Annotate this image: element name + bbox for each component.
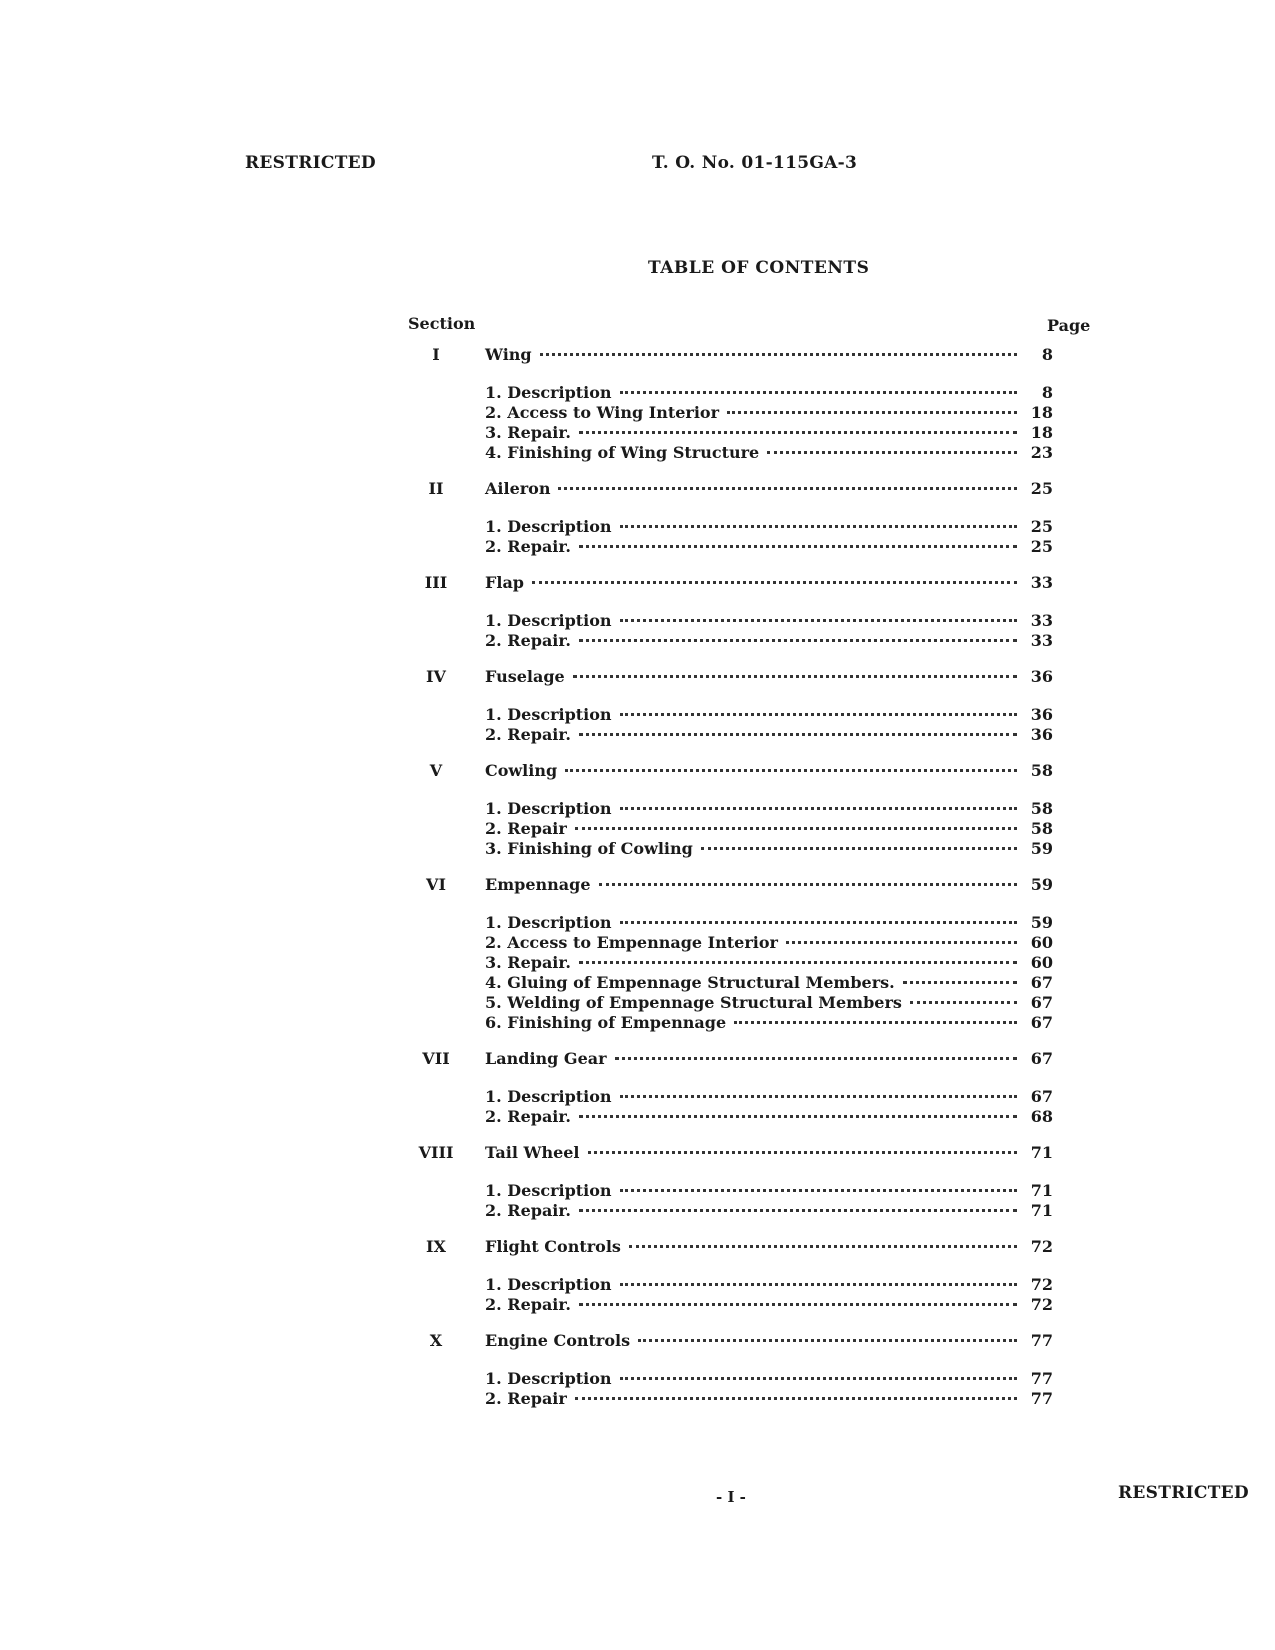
section-title: Landing Gear: [485, 1049, 607, 1068]
subentry-label: 2. Repair.: [485, 1295, 571, 1314]
toc-entry: [485, 573, 1053, 592]
document-number: T. O. No. 01-115GA-3: [652, 153, 858, 173]
toc-entry: [485, 933, 1053, 952]
toc-entry: [485, 1389, 1053, 1408]
toc-entry: [485, 1295, 1053, 1314]
toc-entry: [485, 875, 1053, 894]
toc-subentry: [0, 611, 1275, 631]
toc-subentry: [0, 1087, 1275, 1107]
dot-leader: [734, 1021, 1017, 1024]
dot-leader: [620, 525, 1017, 528]
dot-leader: [701, 847, 1017, 850]
toc-section: [0, 573, 1275, 651]
subentry-page-number: 67: [1030, 1087, 1053, 1106]
toc-subentry: [0, 537, 1275, 557]
toc-entry: [485, 913, 1053, 932]
toc-entry: [485, 537, 1053, 556]
subentry-page-number: 18: [1030, 403, 1053, 422]
toc-entry: [485, 1013, 1053, 1032]
subentry-page-number: 77: [1030, 1389, 1053, 1408]
toc-section-heading: [0, 875, 1275, 897]
subentry-label: 1. Description: [485, 611, 612, 630]
toc-entry: [485, 443, 1053, 462]
subentry-label: 1. Description: [485, 1275, 612, 1294]
section-numeral: IV: [426, 667, 446, 686]
subentry-label: 3. Repair.: [485, 423, 571, 442]
section-numeral: III: [424, 573, 448, 592]
section-numeral: VI: [426, 875, 446, 894]
subentry-label: 2. Repair.: [485, 725, 571, 744]
subentry-page-number: 8: [1041, 383, 1053, 402]
toc-section: [0, 345, 1275, 463]
subentry-page-number: 71: [1030, 1201, 1053, 1220]
section-page-number: 77: [1030, 1331, 1053, 1350]
dot-leader: [573, 675, 1017, 678]
table-of-contents: [0, 345, 1275, 1425]
toc-entry: [485, 631, 1053, 650]
subentry-page-number: 58: [1030, 819, 1053, 838]
toc-entry: [485, 1331, 1053, 1350]
section-page-number: 8: [1041, 345, 1053, 364]
section-page-number: 67: [1030, 1049, 1053, 1068]
subentry-page-number: 58: [1030, 799, 1053, 818]
section-numeral: V: [429, 761, 443, 780]
dot-leader: [540, 353, 1017, 356]
subentry-label: 2. Repair.: [485, 1201, 571, 1220]
toc-subentry: [0, 517, 1275, 537]
page-title: TABLE OF CONTENTS: [648, 258, 870, 278]
dot-leader: [579, 431, 1017, 434]
toc-entry: [485, 1237, 1053, 1256]
toc-entry: [485, 423, 1053, 442]
section-numeral: I: [432, 345, 440, 364]
toc-subentry: [0, 973, 1275, 993]
toc-subentry: [0, 1181, 1275, 1201]
section-title: Aileron: [485, 479, 551, 498]
subentry-label: 1. Description: [485, 517, 612, 536]
toc-entry: [485, 383, 1053, 402]
dot-leader: [620, 391, 1017, 394]
toc-entry: [485, 819, 1053, 838]
toc-entry: [485, 1143, 1053, 1162]
toc-entry: [485, 993, 1053, 1012]
subentry-label: 2. Access to Wing Interior: [485, 403, 720, 422]
subentry-page-number: 25: [1030, 537, 1053, 556]
subentry-label: 3. Repair.: [485, 953, 571, 972]
toc-entry: [485, 1087, 1053, 1106]
dot-leader: [579, 639, 1017, 642]
toc-subentry: [0, 725, 1275, 745]
subentry-label: 4. Finishing of Wing Structure: [485, 443, 760, 462]
section-title: Fuselage: [485, 667, 565, 686]
subentry-page-number: 60: [1030, 933, 1053, 952]
subentry-label: 5. Welding of Empennage Structural Members: [485, 993, 902, 1012]
toc-subentry: [0, 1013, 1275, 1033]
section-title: Empennage: [485, 875, 591, 894]
toc-section: [0, 875, 1275, 1033]
subentry-label: 1. Description: [485, 1087, 612, 1106]
toc-section-heading: [0, 345, 1275, 367]
subentry-label: 1. Description: [485, 705, 612, 724]
subentry-page-number: 67: [1030, 973, 1053, 992]
section-page-number: 71: [1030, 1143, 1053, 1162]
dot-leader: [615, 1057, 1017, 1060]
subentry-label: 1. Description: [485, 1181, 612, 1200]
subentry-page-number: 33: [1030, 611, 1053, 630]
toc-section-heading: [0, 1331, 1275, 1353]
section-numeral: II: [428, 479, 444, 498]
dot-leader: [638, 1339, 1017, 1342]
toc-entry: [485, 345, 1053, 364]
toc-entry: [485, 761, 1053, 780]
toc-section: [0, 1237, 1275, 1315]
toc-section-heading: [0, 1143, 1275, 1165]
section-page-number: 58: [1030, 761, 1053, 780]
subentry-label: 1. Description: [485, 913, 612, 932]
toc-subentry: [0, 423, 1275, 443]
dot-leader: [575, 1397, 1017, 1400]
dot-leader: [579, 1115, 1017, 1118]
subentry-page-number: 67: [1030, 1013, 1053, 1032]
section-title: Flight Controls: [485, 1237, 621, 1256]
toc-section-heading: [0, 667, 1275, 689]
dot-leader: [620, 1377, 1017, 1380]
toc-subentry: [0, 403, 1275, 423]
subentry-label: 2. Repair.: [485, 537, 571, 556]
section-title: Flap: [485, 573, 524, 592]
subentry-page-number: 72: [1030, 1275, 1053, 1294]
toc-entry: [485, 1049, 1053, 1068]
toc-entry: [485, 611, 1053, 630]
subentry-page-number: 71: [1030, 1181, 1053, 1200]
dot-leader: [565, 769, 1017, 772]
dot-leader: [599, 883, 1018, 886]
subentry-label: 1. Description: [485, 799, 612, 818]
toc-section: [0, 1331, 1275, 1409]
dot-leader: [620, 1095, 1017, 1098]
subentry-page-number: 33: [1030, 631, 1053, 650]
subentry-label: 2. Access to Empennage Interior: [485, 933, 778, 952]
toc-entry: [485, 1275, 1053, 1294]
toc-entry: [485, 1369, 1053, 1388]
section-title: Tail Wheel: [485, 1143, 580, 1162]
dot-leader: [579, 1303, 1017, 1306]
toc-entry: [485, 1181, 1053, 1200]
toc-entry: [485, 973, 1053, 992]
toc-section: [0, 479, 1275, 557]
dot-leader: [910, 1001, 1017, 1004]
subentry-label: 2. Repair: [485, 819, 567, 838]
dot-leader: [579, 545, 1017, 548]
section-page-number: 25: [1030, 479, 1053, 498]
dot-leader: [575, 827, 1017, 830]
subentry-page-number: 36: [1030, 705, 1053, 724]
section-page-number: 72: [1030, 1237, 1053, 1256]
section-page-number: 33: [1030, 573, 1053, 592]
dot-leader: [620, 807, 1017, 810]
dot-leader: [620, 1189, 1017, 1192]
section-numeral: IX: [426, 1237, 446, 1256]
subentry-page-number: 59: [1030, 913, 1053, 932]
dot-leader: [558, 487, 1017, 490]
section-numeral: X: [429, 1331, 443, 1350]
subentry-label: 2. Repair.: [485, 1107, 571, 1126]
section-title: Engine Controls: [485, 1331, 631, 1350]
section-page-number: 36: [1030, 667, 1053, 686]
toc-entry: [485, 839, 1053, 858]
section-page-number: 59: [1030, 875, 1053, 894]
section-title: Cowling: [485, 761, 558, 780]
toc-subentry: [0, 799, 1275, 819]
toc-section: [0, 1049, 1275, 1127]
subentry-page-number: 72: [1030, 1295, 1053, 1314]
toc-section-heading: [0, 1237, 1275, 1259]
toc-entry: [485, 953, 1053, 972]
toc-subentry: [0, 1369, 1275, 1389]
toc-subentry: [0, 993, 1275, 1013]
toc-subentry: [0, 1389, 1275, 1409]
dot-leader: [727, 411, 1017, 414]
toc-subentry: [0, 819, 1275, 839]
toc-subentry: [0, 953, 1275, 973]
subentry-label: 2. Repair.: [485, 631, 571, 650]
toc-entry: [485, 725, 1053, 744]
toc-section: [0, 1143, 1275, 1221]
subentry-page-number: 67: [1030, 993, 1053, 1012]
subentry-label: 3. Finishing of Cowling: [485, 839, 693, 858]
toc-entry: [485, 799, 1053, 818]
dot-leader: [620, 921, 1017, 924]
dot-leader: [588, 1151, 1017, 1154]
toc-subentry: [0, 1295, 1275, 1315]
subentry-label: 4. Gluing of Empennage Structural Members.: [485, 973, 895, 992]
dot-leader: [767, 451, 1017, 454]
page-column-header: Page: [1047, 316, 1091, 335]
toc-entry: [485, 705, 1053, 724]
dot-leader: [532, 581, 1017, 584]
section-numeral: VII: [422, 1049, 450, 1068]
toc-subentry: [0, 1107, 1275, 1127]
section-title: Wing: [485, 345, 532, 364]
toc-entry: [485, 1107, 1053, 1126]
toc-section-heading: [0, 761, 1275, 783]
subentry-page-number: 59: [1030, 839, 1053, 858]
toc-section-heading: [0, 573, 1275, 595]
dot-leader: [620, 619, 1017, 622]
toc-subentry: [0, 705, 1275, 725]
subentry-page-number: 68: [1030, 1107, 1053, 1126]
toc-entry: [485, 479, 1053, 498]
toc-section-heading: [0, 1049, 1275, 1071]
subentry-page-number: 23: [1030, 443, 1053, 462]
subentry-page-number: 36: [1030, 725, 1053, 744]
header-classification: RESTRICTED: [245, 153, 376, 173]
subentry-page-number: 77: [1030, 1369, 1053, 1388]
toc-entry: [485, 403, 1053, 422]
toc-subentry: [0, 839, 1275, 859]
toc-entry: [485, 1201, 1053, 1220]
toc-subentry: [0, 913, 1275, 933]
toc-subentry: [0, 383, 1275, 403]
subentry-page-number: 60: [1030, 953, 1053, 972]
subentry-label: 1. Description: [485, 383, 612, 402]
toc-section-heading: [0, 479, 1275, 501]
subentry-page-number: 25: [1030, 517, 1053, 536]
dot-leader: [579, 1209, 1017, 1212]
toc-subentry: [0, 1275, 1275, 1295]
dot-leader: [579, 961, 1017, 964]
subentry-page-number: 18: [1030, 423, 1053, 442]
dot-leader: [786, 941, 1017, 944]
toc-subentry: [0, 443, 1275, 463]
dot-leader: [620, 1283, 1017, 1286]
subentry-label: 2. Repair: [485, 1389, 567, 1408]
toc-section: [0, 761, 1275, 859]
subentry-label: 6. Finishing of Empennage: [485, 1013, 727, 1032]
toc-entry: [485, 667, 1053, 686]
dot-leader: [629, 1245, 1017, 1248]
dot-leader: [620, 713, 1017, 716]
toc-subentry: [0, 631, 1275, 651]
footer-classification: RESTRICTED: [1118, 1483, 1249, 1503]
dot-leader: [579, 733, 1017, 736]
toc-entry: [485, 517, 1053, 536]
toc-subentry: [0, 1201, 1275, 1221]
toc-subentry: [0, 933, 1275, 953]
toc-section: [0, 667, 1275, 745]
subentry-label: 1. Description: [485, 1369, 612, 1388]
section-numeral: VIII: [418, 1143, 454, 1162]
dot-leader: [903, 981, 1017, 984]
footer-page-number: - I -: [716, 1488, 746, 1506]
section-column-header: Section: [408, 314, 476, 333]
